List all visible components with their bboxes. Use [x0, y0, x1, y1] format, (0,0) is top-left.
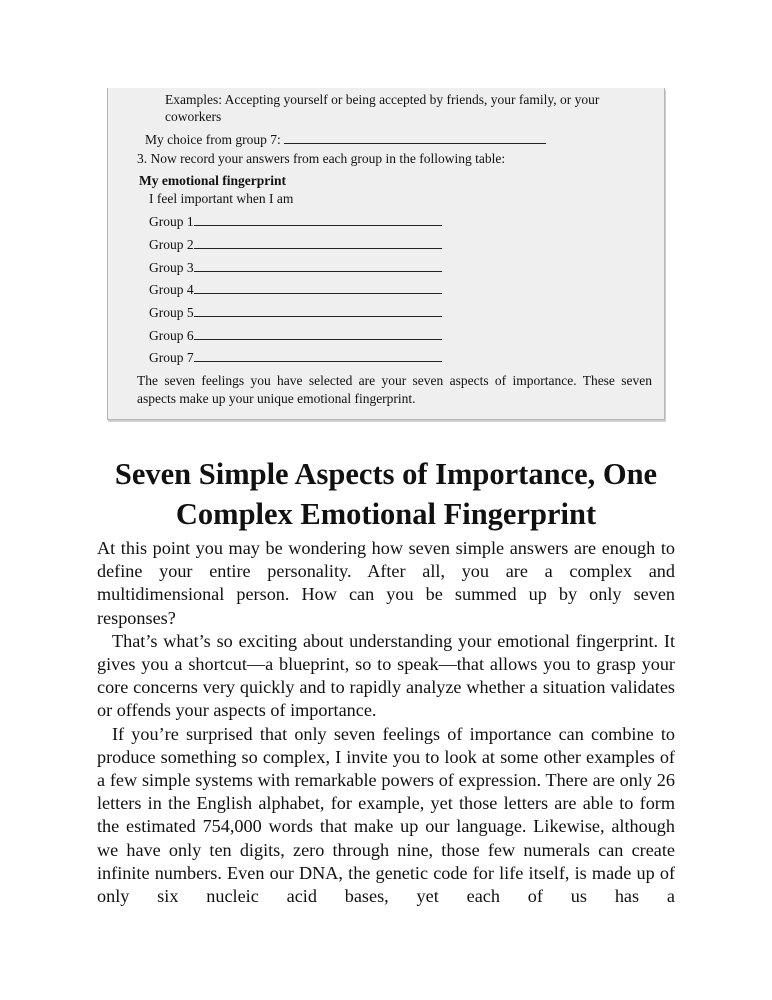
group-row	[149, 304, 442, 322]
group-label: Group 7	[149, 350, 194, 365]
body-text	[97, 537, 675, 908]
group-blank	[194, 304, 442, 317]
group-label: Group 5	[149, 305, 194, 320]
section-title: Seven Simple Aspects of Importance, One Complex Emotional Fingerprint	[114, 457, 658, 531]
group-label: Group 4	[149, 282, 194, 297]
paragraph: That’s what’s so exciting about understanding your emotional fingerprint. It gives you a shortcut—a blueprint, so to speak—that allows you to grasp your core concerns very quickly and to rapidly analyze whether a situation validates or offends your aspects of importance.	[97, 630, 675, 721]
paragraph: At this point you may be wondering how seven simple answers are enough to define your entire personality. After all, you are a complex and multidimensional person. How can you be summed up by only seven responses?	[97, 538, 675, 628]
fingerprint-heading: My emotional fingerprint	[139, 173, 286, 188]
group-row	[149, 349, 442, 367]
examples-text-line1: Examples: Accepting yourself or being accepted by friends, your family, or your	[165, 92, 600, 107]
group-label: Group 1	[149, 214, 194, 229]
group-blank	[194, 236, 442, 249]
group-row	[149, 259, 442, 277]
group-label: Group 2	[149, 237, 194, 252]
group-label: Group 3	[149, 260, 194, 275]
choice-group7	[145, 131, 546, 149]
group-label: Group 6	[149, 328, 194, 343]
group-blank	[194, 213, 442, 226]
worksheet-box	[107, 88, 665, 420]
group-blank	[194, 259, 442, 272]
group-blank	[194, 349, 442, 362]
group-row	[149, 213, 442, 231]
group-row	[149, 327, 442, 345]
group-blank	[194, 327, 442, 340]
choice-label: My choice from group 7:	[145, 132, 281, 147]
step3-instruction: 3. Now record your answers from each group in the following table:	[137, 151, 506, 166]
paragraph: If you’re surprised that only seven feelings of importance can combine to produce something so complex, I invite you to look at some other examples of a few simple systems with remarkable powers of expression. There are only 26 letters in the English alphabet, for example, yet those letters are able to form the estimated 754,000 words that make up our language. Likewise, although we have only ten digits, zero through nine, those few numerals can create infinite numbers. Even our DNA, the genetic code for life itself, is made up of only six nucleic acid bases, yet each of us has a	[97, 723, 675, 907]
group-row	[149, 281, 442, 299]
choice-blank	[284, 131, 546, 144]
closing-text: The seven feelings you have selected are your seven aspects of importance. These seven aspects make up your unique emotional fingerprint.	[137, 373, 652, 406]
feel-important-label: I feel important when I am	[149, 191, 294, 206]
group-row	[149, 236, 442, 254]
group-blank	[194, 281, 442, 294]
examples-text-line2: coworkers	[165, 109, 222, 124]
